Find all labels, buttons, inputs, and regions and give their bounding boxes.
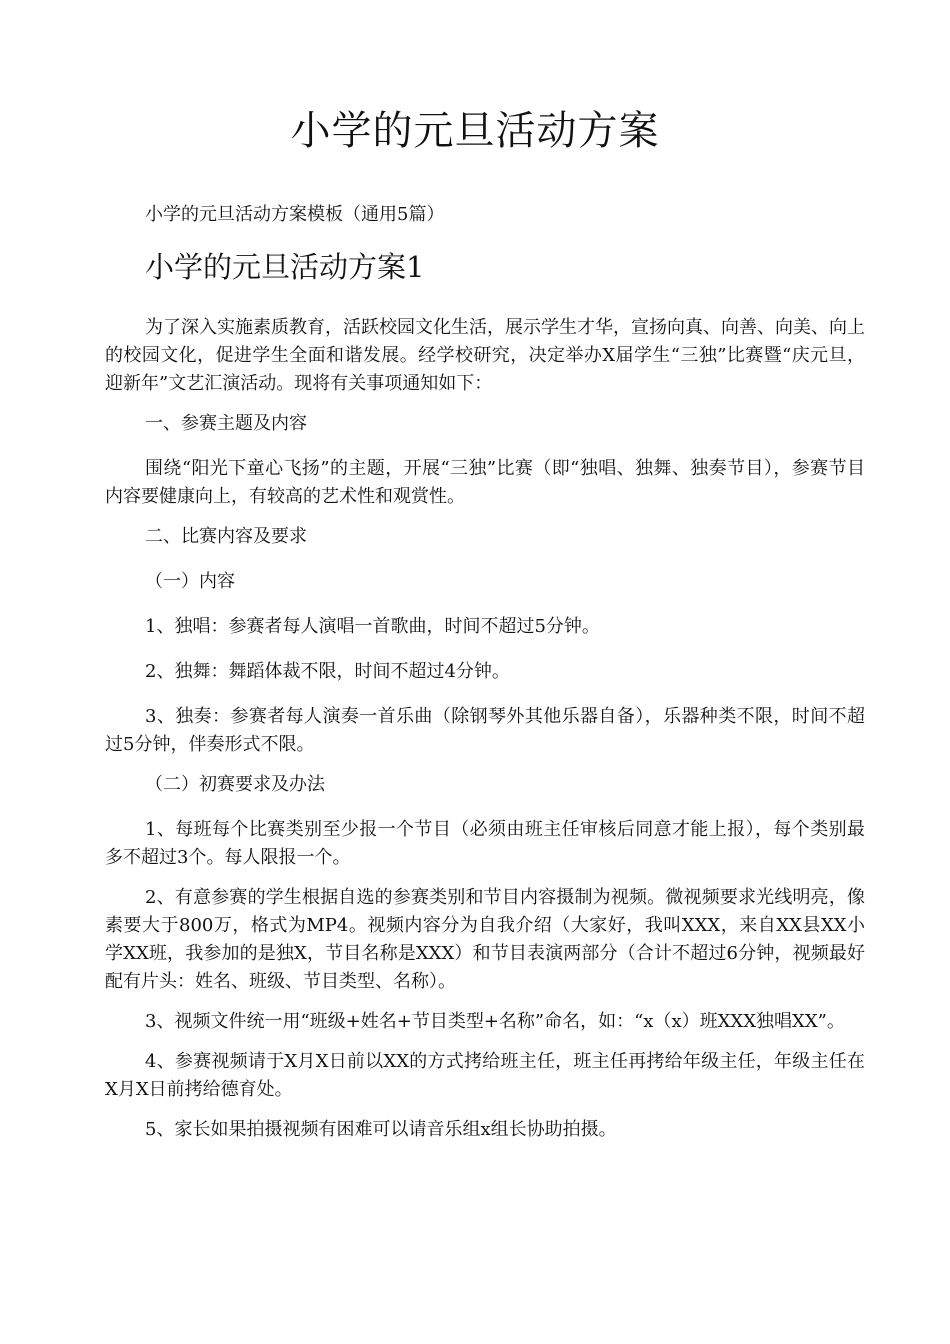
list-item-solo-singing: 1、独唱：参赛者每人演唱一首歌曲，时间不超过5分钟。 xyxy=(145,616,600,637)
list-item-video-requirements: 2、有意参赛的学生根据自选的参赛类别和节目内容摄制为视频。微视频要求光线明亮，像素要大于800万，格式为MP4。视频内容分为自我介绍（大家好，我叫XXX，来自XX县XX小学XX班，我参加的是独X，节目名称是XXX）和节目表演两部分（合计不超过6分钟，视频最好配有片头：姓名、班级、节目类型、名称）。 xyxy=(105,887,865,992)
list-item-registration: 1、每班每个比赛类别至少报一个节目（必须由班主任审核后同意才能上报），每个类别最多不超过3个。每人限报一个。 xyxy=(105,819,865,868)
list-item-submission: 4、参赛视频请于X月X日前以XX的方式拷给班主任，班主任再拷给年级主任，年级主任在X月X日前拷给德育处。 xyxy=(105,1051,865,1100)
list-item-assistance: 5、家长如果拍摄视频有困难可以请音乐组x组长协助拍摄。 xyxy=(145,1119,617,1140)
heading-theme: 一、参赛主题及内容 xyxy=(145,413,307,434)
list-item-solo-dance: 2、独舞：舞蹈体裁不限，时间不超过4分钟。 xyxy=(145,661,510,682)
heading-requirements: 二、比赛内容及要求 xyxy=(145,526,307,547)
list-item-solo-instrument: 3、独奏：参赛者每人演奏一首乐曲（除钢琴外其他乐器自备），乐器种类不限，时间不超过5分钟，伴奏形式不限。 xyxy=(105,706,865,755)
paragraph-theme: 围绕“阳光下童心飞扬”的主题，开展“三独”比赛（即“独唱、独舞、独奏节目），参赛节目内容要健康向上，有较高的艺术性和观赏性。 xyxy=(105,458,865,507)
subheading-content: （一）内容 xyxy=(145,571,235,592)
document-body xyxy=(105,314,865,1156)
document-subtitle: 小学的元旦活动方案模板（通用5篇） xyxy=(145,204,445,225)
paragraph-intro: 为了深入实施素质教育，活跃校园文化生活，展示学生才华，宣扬向真、向善、向美、向上的校园文化，促进学生全面和谐发展。经学校研究，决定举办X届学生“三独”比赛暨“庆元旦，迎新年”文艺汇演活动。现将有关事项通知如下： xyxy=(105,317,865,394)
list-item-file-naming: 3、视频文件统一用“班级+姓名+节目类型+名称”命名，如：“x（x）班XXX独唱XX”。 xyxy=(145,1011,845,1032)
document-title: 小学的元旦活动方案 xyxy=(290,108,660,154)
section-heading: 小学的元旦活动方案1 xyxy=(145,250,425,284)
subheading-preliminary: （二）初赛要求及办法 xyxy=(145,774,325,795)
